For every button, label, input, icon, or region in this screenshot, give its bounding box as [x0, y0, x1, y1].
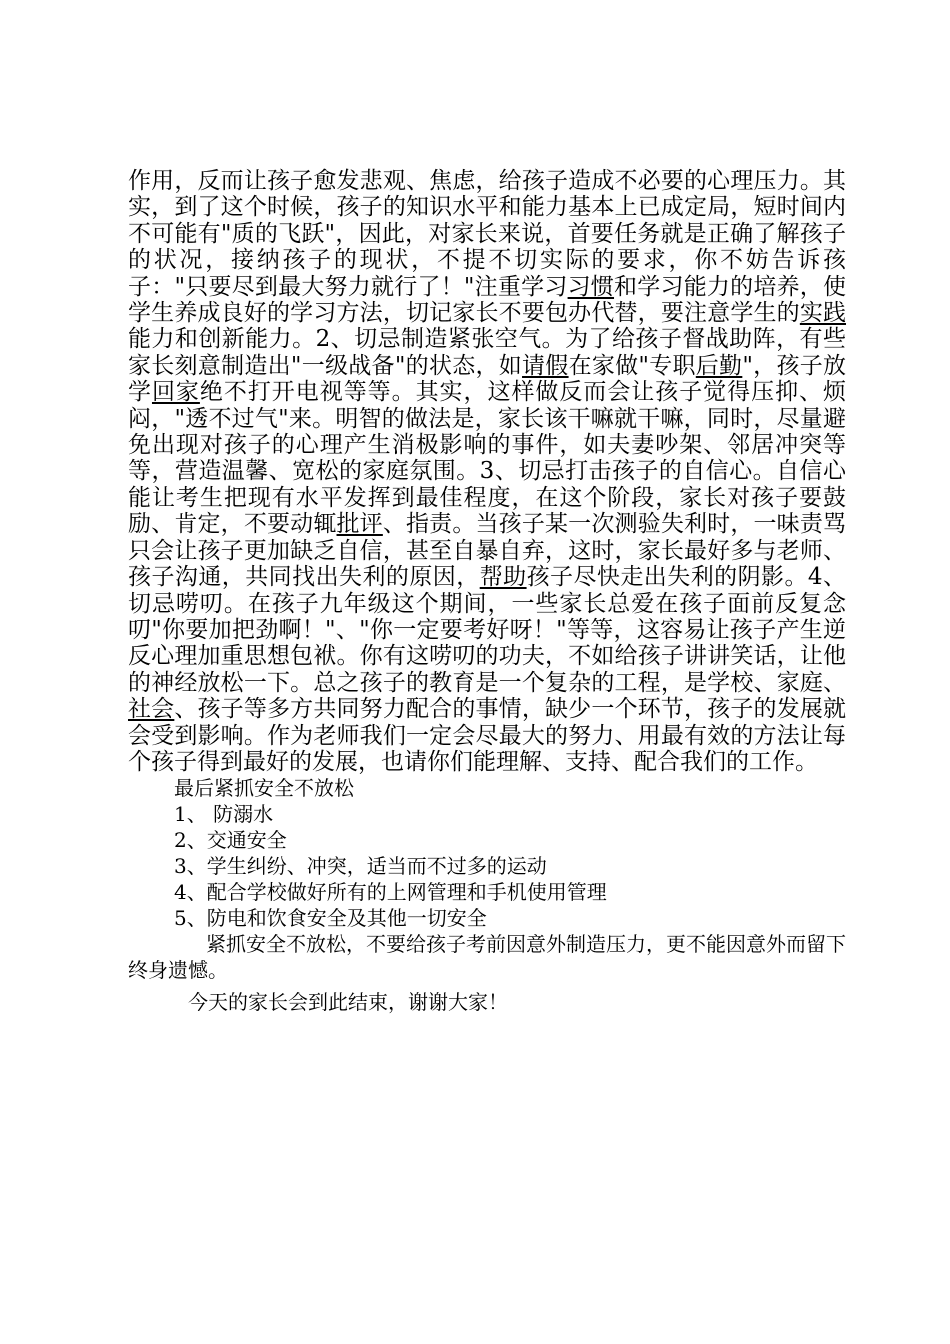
underlined-term: 回家	[151, 379, 200, 406]
underlined-term: 后勤	[695, 352, 743, 379]
safety-list-item: 4、配合学校做好所有的上网管理和手机使用管理	[174, 880, 607, 905]
text-segment: 、指责。当孩子某一次测验失利时，一味责骂只会让孩子更加缺乏自信，甚至自暴自弃，这时，家长最好多与老师、孩子沟通，共同找出失利的原因，	[128, 511, 847, 591]
underlined-term: 社会	[128, 696, 175, 723]
safety-list-item: 2、交通安全	[174, 828, 287, 853]
document-page	[128, 168, 846, 1015]
safety-heading: 最后紧抓安全不放松	[174, 776, 354, 801]
text-segment: 绝不打开电视等等。其实，这样做反而会让孩子觉得压抑、烦闷，"透不过气"来。明智的做法是，家长该干嘛就干嘛，同时，尽量避免出现对孩子的心理产生消极影响的事件，如夫妻吵架、邻居冲突等等，营造温馨、宽松的家庭氛围。3、切忌打击孩子的自信心。自信心能让考生把现有水平发挥到最佳程度，在这个阶段，家长对孩子要鼓励、肯定，不要动辄	[128, 379, 847, 538]
closing-line: 今天的家长会到此结束，谢谢大家！	[188, 990, 508, 1015]
safety-list-item: 5、防电和饮食安全及其他一切安全	[174, 906, 487, 931]
safety-list-item: 3、学生纠纷、冲突，适当而不过多的运动	[174, 854, 547, 879]
underlined-term: 习惯	[567, 273, 615, 300]
text-segment: 孩子尽快走出失利的阴影。4、切忌唠叨。在孩子九年级这个期间，一些家长总爱在孩子面前反复念叨"你要加把劲啊！"、"你一定要考好呀！"等等，这容易让孩子产生逆反心理加重思想包袱。你有这唠叨的功夫，不如给孩子讲讲笑话，让他的神经放松一下。总之孩子的教育是一个复杂的工程，是学校、家庭、	[128, 564, 847, 696]
text-segment: 在家做"专职	[568, 352, 696, 379]
underlined-term: 批评	[336, 511, 383, 538]
safety-summary: 紧抓安全不放松，不要给孩子考前因意外制造压力，更不能因意外而留下终身遗憾。	[128, 932, 846, 983]
underlined-term: 请假	[522, 352, 569, 379]
underlined-term: 实践	[799, 300, 847, 327]
text-segment: 能力和创新能力。2、切忌制造紧张空气。为了给孩子督战助阵，有些家长刻意制造出"一级战备"的状态，如	[128, 326, 846, 379]
safety-list-item: 1、 防溺水	[174, 802, 274, 827]
text-segment: 、孩子等多方共同努力配合的事情，缺少一个环节，孩子的发展就会受到影响。作为老师我们一定会尽最大的努力、用最有效的方法让每个孩子得到最好的发展，也请你们能理解、支持、配合我们的工作。	[128, 696, 847, 775]
text-segment: "，孩子放学	[128, 352, 846, 406]
main-paragraph	[128, 168, 846, 775]
text-segment: 作用，反而让孩子愈发悲观、焦虑，给孩子造成不必要的心理压力。其实，到了这个时候，孩子的知识水平和能力基本上已成定局，短时间内不可能有"质的飞跃"，因此，对家长来说，首要任务就是正确了解孩子的状况，接纳孩子的现状，不提不切实际的要求，你不妨告诉孩子："只要尽到最大努力就行了！"注重学习	[128, 168, 846, 300]
text-segment: 和学习能力的培养，使学生养成良好的学习方法，切记家长不要包办代替，要注意学生的	[128, 273, 847, 327]
underlined-term: 帮助	[479, 564, 527, 591]
